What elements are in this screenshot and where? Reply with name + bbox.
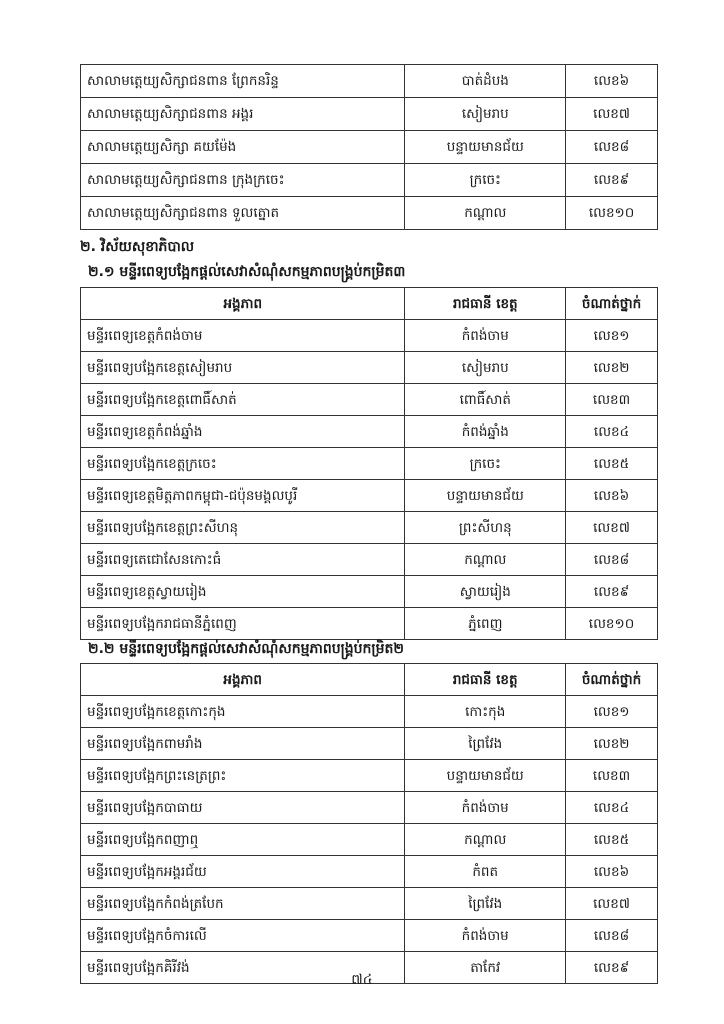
cell-rank: លេខ១០	[566, 608, 658, 640]
column-header-rank: ចំណាត់ថ្នាក់	[566, 664, 658, 696]
cell-rank: លេខ៥	[566, 448, 658, 480]
cell-entity: មន្ទីរពេទ្យបង្អែកគិរីវង់	[81, 952, 405, 984]
cell-entity: សាលាមត្តេយ្យសិក្សាជនពាន អង្គរ	[81, 98, 405, 131]
table-row	[81, 544, 658, 576]
cell-province: កណ្តាល	[405, 824, 566, 856]
table-row	[81, 856, 658, 888]
cell-entity: សាលាមត្តេយ្យសិក្សាជនពាន ព្រែកនរិន្ទ	[81, 65, 405, 98]
cell-entity: មន្ទីរពេទ្យបង្អែកចំការលើ	[81, 920, 405, 952]
cell-province: សៀមរាប	[405, 352, 566, 384]
cell-province: ព្រៃវែង	[405, 888, 566, 920]
cell-province: កំពត	[405, 856, 566, 888]
column-header-province: រាជធានី ខេត្ត	[405, 288, 566, 320]
cell-province: បន្ទាយមានជ័យ	[405, 480, 566, 512]
cell-province: តាកែវ	[405, 952, 566, 984]
cell-rank: លេខ២	[566, 728, 658, 760]
cell-entity: មន្ទីរពេទ្យបង្អែកពញាឮ	[81, 824, 405, 856]
table-row	[81, 696, 658, 728]
table-row	[81, 197, 658, 230]
school-ranking-table-body	[81, 65, 658, 230]
cell-entity: សាលាមត្តេយ្យសិក្សាជនពាន ក្រុងក្រចេះ	[81, 164, 405, 197]
cell-rank: លេខ៨	[566, 544, 658, 576]
subsection-heading-level2: ២.២ មន្ទីរពេទ្យបង្អែកផ្តល់សេវាសំណុំសកម្មភាពបង្គ្រប់កម្រិត២	[88, 641, 404, 657]
cell-province: ពោធិ៍សាត់	[405, 384, 566, 416]
table-row	[81, 384, 658, 416]
hospital-level3-table-body	[81, 320, 658, 640]
cell-rank: លេខ២	[566, 352, 658, 384]
cell-entity: មន្ទីរពេទ្យខេត្តស្វាយរៀង	[81, 576, 405, 608]
cell-entity: សាលាមត្តេយ្យសិក្សា គយម៉ែង	[81, 131, 405, 164]
cell-province: កំពង់ឆ្នាំង	[405, 416, 566, 448]
cell-entity: មន្ទីរពេទ្យបង្អែកពាមរាំង	[81, 728, 405, 760]
cell-province: កំពង់ចាម	[405, 792, 566, 824]
table-header	[81, 288, 658, 320]
cell-rank: លេខ៣	[566, 760, 658, 792]
cell-entity: សាលាមត្តេយ្យសិក្សាជនពាន ទួលត្នោត	[81, 197, 405, 230]
table-header-row	[81, 288, 658, 320]
cell-rank: លេខ៨	[566, 920, 658, 952]
hospital-level2-table	[80, 663, 658, 984]
cell-entity: មន្ទីរពេទ្យបង្អែកបាធាយ	[81, 792, 405, 824]
cell-province: កំពង់ចាម	[405, 320, 566, 352]
cell-province: បន្ទាយមានជ័យ	[405, 760, 566, 792]
table-row	[81, 728, 658, 760]
school-ranking-table	[80, 64, 658, 230]
section-heading: ២. វិស័យសុខាភិបាល	[80, 239, 195, 255]
table-row	[81, 824, 658, 856]
cell-rank: លេខ៦	[566, 856, 658, 888]
table-row	[81, 131, 658, 164]
cell-entity: មន្ទីរពេទ្យតេជោសែនកោះធំ	[81, 544, 405, 576]
cell-province: បាត់ដំបង	[405, 65, 566, 98]
cell-rank: លេខ៧	[566, 98, 658, 131]
cell-rank: លេខ៧	[566, 888, 658, 920]
page-number: ៧៤	[351, 972, 373, 988]
column-header-rank: ចំណាត់ថ្នាក់	[566, 288, 658, 320]
cell-province: កំពង់ចាម	[405, 920, 566, 952]
table-row	[81, 512, 658, 544]
table-row	[81, 608, 658, 640]
table-header-row	[81, 664, 658, 696]
table-header	[81, 664, 658, 696]
table-row	[81, 480, 658, 512]
cell-rank: លេខ៨	[566, 131, 658, 164]
table-row	[81, 98, 658, 131]
table-row	[81, 448, 658, 480]
cell-rank: លេខ៥	[566, 824, 658, 856]
cell-entity: មន្ទីរពេទ្យបង្អែកខេត្តកោះកុង	[81, 696, 405, 728]
cell-rank: លេខ១	[566, 320, 658, 352]
cell-entity: មន្ទីរពេទ្យបង្អែកខេត្តក្រចេះ	[81, 448, 405, 480]
cell-rank: លេខ៩	[566, 952, 658, 984]
hospital-level3-table	[80, 287, 658, 640]
cell-rank: លេខ៦	[566, 480, 658, 512]
cell-province: បន្ទាយមានជ័យ	[405, 131, 566, 164]
table-row	[81, 920, 658, 952]
cell-entity: មន្ទីរពេទ្យបង្អែកខេត្តសៀមរាប	[81, 352, 405, 384]
cell-province: កណ្តាល	[405, 544, 566, 576]
cell-entity: មន្ទីរពេទ្យបង្អែកខេត្តពោធិ៍សាត់	[81, 384, 405, 416]
cell-rank: លេខ៦	[566, 65, 658, 98]
cell-rank: លេខ៤	[566, 416, 658, 448]
column-header-province: រាជធានី ខេត្ត	[405, 664, 566, 696]
column-header-entity: អង្គភាព	[81, 288, 405, 320]
cell-rank: លេខ១០	[566, 197, 658, 230]
column-header-entity: អង្គភាព	[81, 664, 405, 696]
cell-entity: មន្ទីរពេទ្យខេត្តមិត្តភាពកម្ពុជា-ជប៉ុនមង្គលបូរី	[81, 480, 405, 512]
table-row	[81, 65, 658, 98]
table-row	[81, 888, 658, 920]
cell-entity: មន្ទីរពេទ្យខេត្តកំពង់ចាម	[81, 320, 405, 352]
cell-entity: មន្ទីរពេទ្យបង្អែកអង្គរជ័យ	[81, 856, 405, 888]
cell-province: សៀមរាប	[405, 98, 566, 131]
table-row	[81, 416, 658, 448]
cell-rank: លេខ៣	[566, 384, 658, 416]
subsection-heading-level3: ២.១ មន្ទីរពេទ្យបង្អែកផ្តល់សេវាសំណុំសកម្មភាពបង្គ្រប់កម្រិត៣	[88, 264, 406, 280]
cell-rank: លេខ៩	[566, 164, 658, 197]
cell-entity: មន្ទីរពេទ្យខេត្តកំពង់ឆ្នាំង	[81, 416, 405, 448]
cell-entity: មន្ទីរពេទ្យបង្អែកកំពង់ត្របែក	[81, 888, 405, 920]
cell-province: ព្រះសីហនុ	[405, 512, 566, 544]
table-row	[81, 760, 658, 792]
cell-province: ព្រៃវែង	[405, 728, 566, 760]
cell-entity: មន្ទីរពេទ្យបង្អែកខេត្តព្រះសីហនុ	[81, 512, 405, 544]
table-row	[81, 164, 658, 197]
cell-entity: មន្ទីរពេទ្យបង្អែកព្រះនេត្រព្រះ	[81, 760, 405, 792]
table-row	[81, 792, 658, 824]
cell-province: ស្វាយរៀង	[405, 576, 566, 608]
cell-rank: លេខ៩	[566, 576, 658, 608]
cell-rank: លេខ១	[566, 696, 658, 728]
cell-province: ភ្នំពេញ	[405, 608, 566, 640]
cell-rank: លេខ៧	[566, 512, 658, 544]
cell-province: ក្រចេះ	[405, 448, 566, 480]
cell-entity: មន្ទីរពេទ្យបង្អែករាជធានីភ្នំពេញ	[81, 608, 405, 640]
cell-province: កោះកុង	[405, 696, 566, 728]
cell-province: កណ្តាល	[405, 197, 566, 230]
table-row	[81, 352, 658, 384]
cell-province: ក្រចេះ	[405, 164, 566, 197]
table-row	[81, 320, 658, 352]
table-row	[81, 576, 658, 608]
cell-rank: លេខ៤	[566, 792, 658, 824]
hospital-level2-table-body	[81, 696, 658, 984]
